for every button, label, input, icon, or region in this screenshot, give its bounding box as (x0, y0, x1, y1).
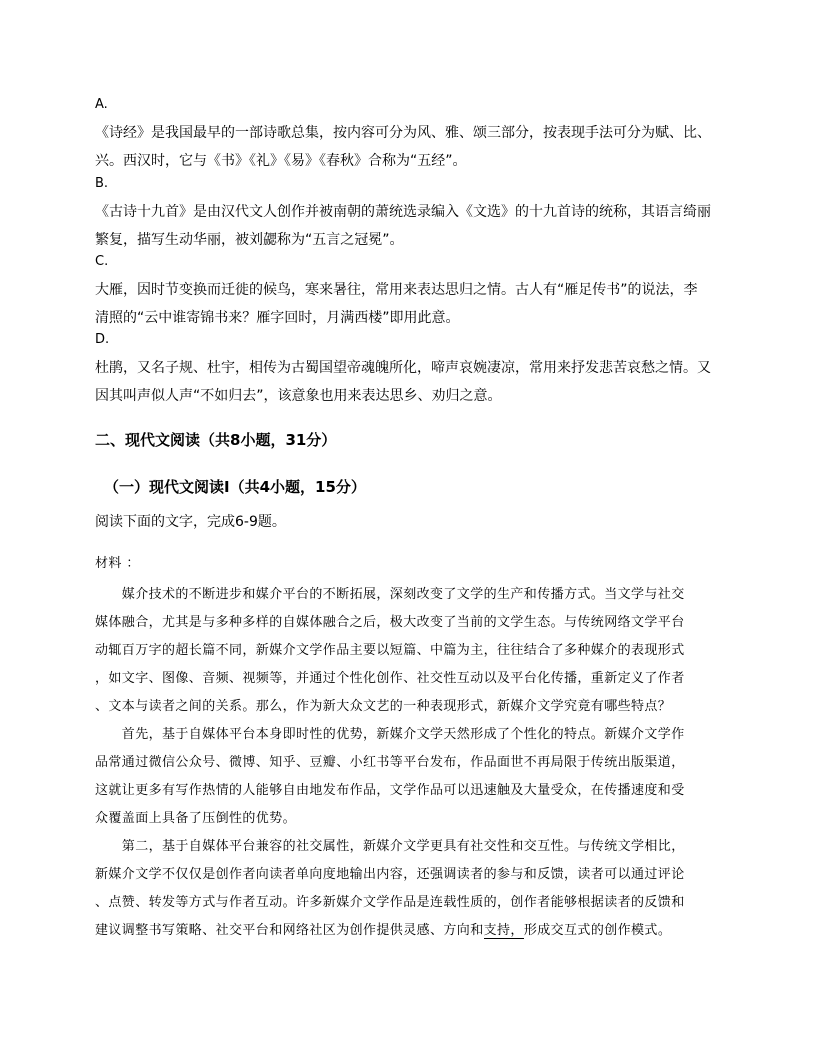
passage-line: 媒体融合，尤其是与多种多样的自媒体融合之后，极大改变了当前的文学生态。与传统网络文学平台 (95, 615, 685, 630)
option-a-line-2: 兴。西汉时，它与《书》《礼》《易》《春秋》合称为“五经”。 (95, 153, 467, 169)
passage-last-after: 形成交互式的创作模式。 (523, 923, 672, 938)
passage-line: 动辄百万字的超长篇不同，新媒介文学作品主要以短篇、中篇为主，往往结合了多种媒介的表现形式 (95, 643, 685, 658)
passage-line: 新媒介文学不仅仅是创作者向读者单向度地输出内容，还强调读者的参与和反馈，读者可以通过评论 (95, 867, 685, 882)
section-title: 二、现代文阅读（共8小题，31分） (95, 431, 337, 449)
option-b-line-2: 繁复，描写生动华丽，被刘勰称为“五言之冠冕”。 (95, 232, 404, 248)
subsection-title: （一）现代文阅读Ⅰ（共4小题，15分） (104, 478, 366, 496)
passage-line: 、文本与读者之间的关系。那么，作为新大众文艺的一种表现形式，新媒介文学究竟有哪些特点？ (95, 699, 672, 714)
option-c-letter: C. (95, 254, 109, 269)
material-label: 材料 ： (95, 556, 140, 571)
passage-line: 首先，基于自媒体平台本身即时性的优势，新媒介文学天然形成了个性化的特点。新媒介文学作 (95, 727, 685, 742)
passage-line: 众覆盖面上具备了压倒性的优势。 (95, 811, 297, 826)
passage-line: ，如文字、图像、音频、视频等，并通过个性化创作、社交性互动以及平台化传播，重新定义了作者 (95, 671, 685, 686)
passage-line: 媒介技术的不断进步和媒介平台的不断拓展，深刻改变了文学的生产和传播方式。当文学与社交 (95, 587, 685, 602)
passage-line: 品常通过微信公众号、微博、知乎、豆瓣、小红书等平台发布，作品面世不再局限于传统出版渠道， (95, 755, 685, 770)
passage-line: 、点赞、转发等方式与作者互动。许多新媒介文学作品是连载性质的，创作者能够根据读者的反馈和 (95, 895, 685, 910)
option-a-line-1: 《诗经》是我国最早的一部诗歌总集，按内容可分为风、雅、颂三部分，按表现手法可分为赋、比、 (95, 125, 711, 141)
option-d-line-2: 因其叫声似人声“不如归去”，该意象也用来表达思乡、劝归之意。 (95, 388, 502, 404)
option-b-letter: B. (95, 176, 109, 191)
option-c-line-1: 大雁，因时节变换而迁徙的候鸟，寒来暑往，常用来表达思归之情。古人有“雁足传书”的说法，李 (95, 282, 698, 298)
option-c-line-2: 清照的“云中谁寄锦书来？雁字回时，月满西楼”即用此意。 (95, 310, 460, 326)
instruction: 阅读下面的文字，完成6-9题。 (95, 514, 286, 530)
passage-line: 这就让更多有写作热情的人能够自由地发布作品，文学作品可以迅速触及大量受众，在传播速度和受 (95, 783, 685, 798)
passage-line: 第二，基于自媒体平台兼容的社交属性，新媒介文学更具有社交性和交互性。与传统文学相比， (95, 839, 685, 854)
option-d-letter: D. (95, 332, 110, 347)
option-d-line-1: 杜鹃，又名子规、杜宇，相传为古蜀国望帝魂魄所化，啼声哀婉凄凉，常用来抒发悲苦哀愁之情。又 (95, 360, 711, 376)
option-a-letter: A. (95, 97, 108, 112)
passage-last-before: 建议调整书写策略、社交平台和网络社区为创作提供灵感、方向和 (95, 923, 484, 938)
underlined-text: 支持， (483, 923, 524, 938)
option-b-line-1: 《古诗十九首》是由汉代文人创作并被南朝的萧统选录编入《文选》的十九首诗的统称，其语言绮丽 (95, 204, 711, 220)
passage-line-last (95, 919, 725, 938)
